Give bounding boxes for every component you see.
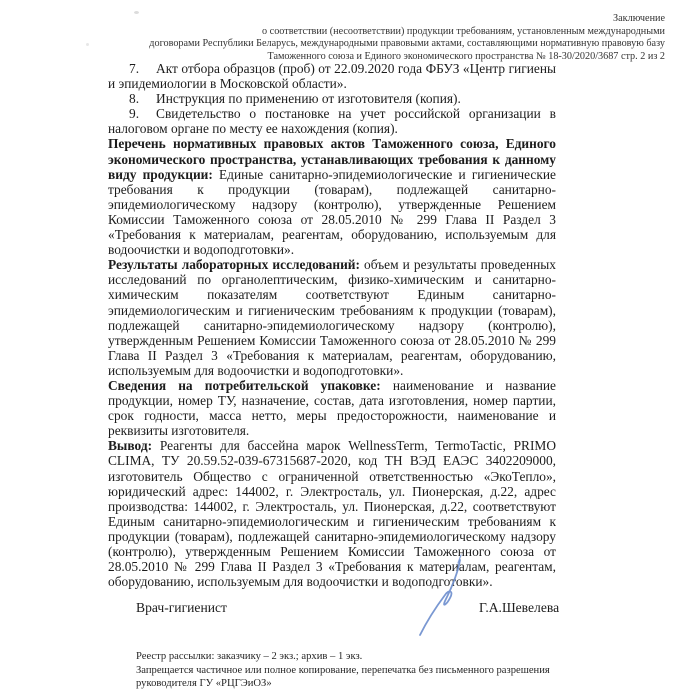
paragraph-lead: Сведения на потребительской упаковке: (108, 377, 381, 393)
header-line: Заключение (613, 13, 665, 24)
document-footer (136, 650, 616, 691)
paragraph (108, 136, 556, 257)
signature-ink (399, 549, 481, 645)
document-header (100, 13, 665, 64)
footer-line: Реестр рассылки: заказчику – 2 экз.; архив – 1 экз. (136, 651, 363, 662)
paragraph-lead: Результаты лабораторных исследований: (108, 257, 360, 273)
paragraph-text: наименование и название продукции, номер ТУ, назначение, состав, дата изготовления, номер партии, срок годности, масса нетто, меры предосторожности, наименование и реквизиты изготовителя. (108, 377, 556, 439)
paragraph-lead: Вывод: (108, 438, 153, 454)
item-text: Акт отбора образцов (проб) от 22.09.2020 года ФБУЗ «Центр гигиены и эпидемиологии в Московской области». (108, 61, 556, 92)
footer-line: Запрещается частичное или полное копирование, перепечатка без письменного разрешения (136, 664, 550, 676)
signatory-role: Врач-гигиенист (136, 600, 227, 615)
paragraph (108, 438, 556, 589)
item-text: Свидетельство о постановке на учет российской организации в налоговом органе по месту ее нахождения (копия). (108, 106, 556, 137)
paragraph-text: Единые санитарно-эпидемиологические и гигиенические требования к продукции (товарам), подлежащей санитарно-эпидемиологическому надзору (контролю), утвержденные Решением Комиссии Таможенного союза от 28.05.2010 № 299 Глава II Раздел 3 «Требования к материалам, реагентам, оборудованию, используемым для водоочистки и водоподготовки». (108, 166, 556, 258)
footer-line: руководителя ГУ «РЦГЭиОЗ» (136, 678, 272, 690)
scan-speck (134, 11, 139, 14)
paragraph (108, 378, 556, 438)
paragraph (108, 61, 556, 91)
header-line: о соответствии (несоответствии) продукции требованиям, установленным международными (262, 25, 665, 37)
header-line: Таможенного союза и Единого экономического пространства № 18-30/2020/3687 стр. 2 из 2 (267, 51, 665, 63)
paragraph-text: Реагенты для бассейна марок WellnessTerm, TermoTactic, PRIMO CLIMA, ТУ 20.59.52-039-67315687-2020, код ТН ВЭД ЕАЭС 3402209000, изготовитель Общество с ограниченной ответственностью «ЭкоТепло», юридический адрес: 144002, г. Электросталь, ул. Пионерская, д.22, адрес производства: 144002, г. Электросталь, ул. Пионерская, д.22, соответствуют Единым санитарно-эпидемиологическим и гигиеническим требованиям к продукции (товарам), подлежащей санитарно-эпидемиологическому надзору (контролю), утвержденным Решением Комиссии Таможенного союза от 28.05.2010 № 299 Глава II Раздел 3 «Требования к материалам, реагентам, оборудованию, используемым для водоочистки и водоподготовки». (108, 438, 556, 590)
paragraph-lead: Перечень нормативных правовых актов Таможенного союза, Единого экономического пространства, устанавливающих требования к данному виду продукции: (108, 136, 556, 182)
paragraph (108, 106, 556, 136)
item-text: Инструкция по применению от изготовителя (копия). (156, 91, 461, 107)
document-body (108, 61, 556, 589)
paragraph (108, 257, 556, 378)
signatory-name: Г.А.Шевелева (479, 600, 560, 615)
item-number: 8. (129, 91, 140, 107)
paragraph-text: объем и результаты проведенных исследований по органолептическим, физико-химическим и санитарно-химическим показателям соответствуют Единым санитарно-эпидемиологическим и гигиеническим требованиям к продукции (товарам), подлежащей санитарно-эпидемиологическому надзору (контролю), утвержденным Решением Комиссии Таможенного союза от 28.05.2010 № 299 Глава II Раздел 3 «Требования к материалам, реагентам, оборудованию, используемым для водоочистки и водоподготовки». (108, 257, 557, 378)
header-line: договорами Республики Беларусь, международными правовыми актами, составляющими нормативную правовую базу (149, 38, 665, 50)
item-number: 7. (129, 61, 140, 76)
paragraph (108, 91, 556, 106)
scan-speck (86, 43, 89, 46)
item-number: 9. (129, 106, 140, 122)
